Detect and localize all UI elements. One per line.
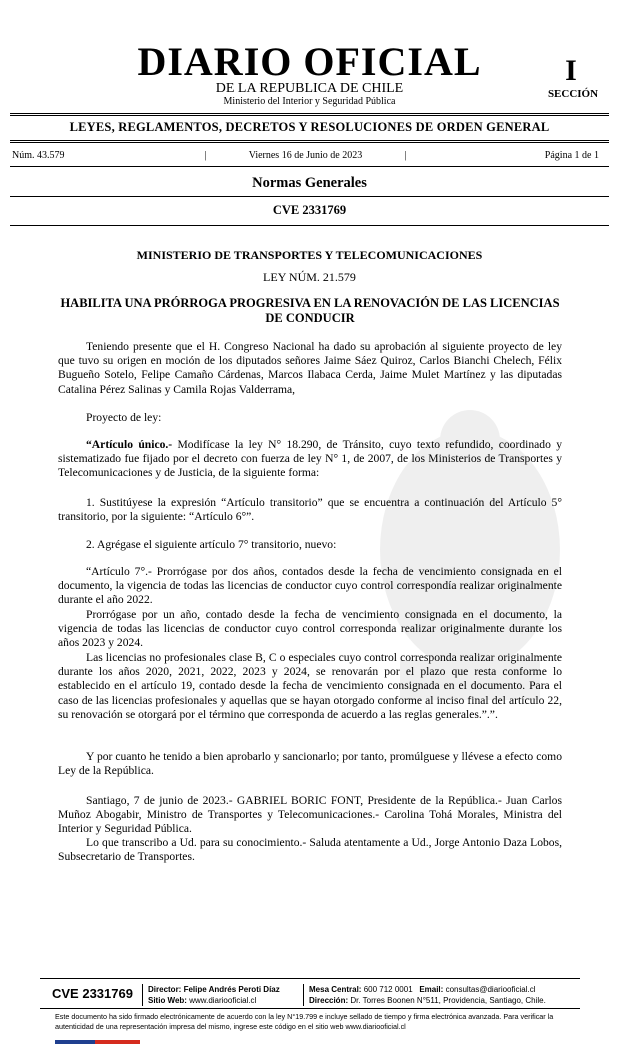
phone-number: 600 712 0001	[363, 985, 413, 994]
cve-code: CVE 2331769	[272, 203, 347, 217]
law-title: HABILITA UNA PRÓRROGA PROGRESIVA EN LA RENOVACIÓN DE LAS LICENCIAS DE CONDUCIR	[60, 296, 560, 325]
section-label: SECCIÓN	[547, 88, 599, 100]
signatures-paragraph: Santiago, 7 de junio de 2023.- GABRIEL BORIC FONT, Presidente de la República.- Juan Carlos Muñoz Abogabir, Ministro de Transportes y Telecomunicaciones.- Carolina Tohá Morales, Ministra del Interior y Seguridad Pública.	[58, 794, 562, 836]
amendment-2: 2. Agrégase el siguiente artículo 7° transitorio, nuevo:	[86, 538, 337, 551]
law-number: LEY NÚM. 21.579	[263, 270, 356, 284]
separator: |	[204, 150, 207, 161]
divider	[10, 196, 609, 197]
address-label: Dirección:	[309, 996, 349, 1005]
flag-stripe-blue	[55, 1040, 95, 1044]
section-number: I	[565, 54, 577, 87]
footer-contact-block	[309, 984, 571, 1006]
footer-divider	[40, 1008, 580, 1009]
director-name: Felipe Andrés Peroti Díaz	[183, 985, 280, 994]
newspaper-subtitle: DE LA REPUBLICA DE CHILE	[215, 81, 404, 96]
newspaper-title: DIARIO OFICIAL	[137, 39, 482, 84]
preamble-paragraph: Teniendo presente que el H. Congreso Nacional ha dado su aprobación al siguiente proyecto de ley que tuvo su origen en moción de los diputados señores Jaime Sáez Quiroz, Carlos Bianchi Chelech, Félix Bugueño Sotelo, Felipe Camaño Cárdenas, Marcos Ilabaca Cerda, Jaime Mulet Martínez y las diputadas Catalina Pérez Salinas y Camila Rojas Valderrama,	[58, 340, 562, 396]
footer-separator	[142, 984, 143, 1006]
amendment-1: 1. Sustitúyese la expresión “Artículo transitorio” que se encuentra a continuación del Artículo 5° transitorio, por la siguiente: “Artículo 6°”.	[58, 496, 562, 524]
divider	[10, 113, 609, 114]
divider	[10, 225, 609, 226]
phone-label: Mesa Central:	[309, 985, 362, 994]
article-heading: “Artículo único.-	[86, 438, 173, 451]
section-title: Normas Generales	[252, 175, 367, 191]
article-7-paragraph: Las licencias no profesionales clase B, C o especiales cuyo control corresponda realizar originalmente durante los años 2020, 2021, 2022, 2023 y 2024, se renovarán por el plazo que resta conforme lo establecido en el artículo 19, contado desde la fecha de vencimiento consignada en el documento. Para el caso de las licencias profesionales y aquellas que se hayan otorgado conforme al inciso final del artículo 22, su renovación se otorgará por el término que corresponda de acuerdo a las reglas generales.”.”.	[58, 651, 562, 721]
email-label: Email:	[419, 985, 444, 994]
issue-number: Núm. 43.579	[12, 150, 65, 161]
ministry-line: Ministerio del Interior y Seguridad Pública	[223, 96, 396, 107]
article-7-paragraph: “Artículo 7°.- Prorrógase por dos años, contados desde la fecha de vencimiento consignada en el documento, la vigencia de todas las licencias de conductor cuyo control correspondía realizar originalmente durante el año 2022.	[58, 565, 562, 607]
divider	[10, 166, 609, 167]
law-ministry: MINISTERIO DE TRANSPORTES Y TELECOMUNICACIONES	[136, 248, 483, 262]
article-7-paragraph: Prorrógase por un año, contado desde la fecha de vencimiento consignada en el documento, la vigencia de todas las licencias de conductor cuyo control corresponda realizar originalmente durante los años 2023 y 2024.	[58, 608, 562, 650]
divider	[10, 142, 609, 143]
authenticity-note: Este documento ha sido firmado electrónicamente de acuerdo con la ley N°19.799 e incluye sellado de tiempo y firma electrónica avanzada. Para verificar la autenticidad de una representación impresa del mismo, ingrese este código en el sitio web www.diariooficial.cl	[55, 1012, 554, 1031]
flag-stripe-red	[95, 1040, 140, 1044]
website-link[interactable]: www.diariooficial.cl	[189, 996, 257, 1005]
director-label: Director:	[148, 985, 182, 994]
closing-paragraph: Lo que transcribo a Ud. para su conocimiento.- Saluda atentamente a Ud., Jorge Antonio Daza Lobos, Subsecretario de Transportes.	[58, 836, 562, 864]
issue-date: Viernes 16 de Junio de 2023	[248, 150, 363, 161]
single-article-paragraph	[58, 438, 562, 481]
divider	[10, 115, 609, 116]
page-number: Página 1 de 1	[544, 150, 599, 161]
web-label: Sitio Web:	[148, 996, 187, 1005]
category-heading: LEYES, REGLAMENTOS, DECRETOS Y RESOLUCIONES DE ORDEN GENERAL	[69, 120, 550, 134]
footer-divider	[40, 978, 580, 979]
promulgation-paragraph: Y por cuanto he tenido a bien aprobarlo y sancionarlo; por tanto, promúlguese y llévese a efecto como Ley de la República.	[58, 750, 562, 778]
address: Dr. Torres Boonen N°511, Providencia, Santiago, Chile.	[350, 996, 546, 1005]
divider	[10, 140, 609, 141]
bill-label: Proyecto de ley:	[86, 411, 162, 424]
issue-info-bar	[12, 150, 599, 161]
footer-separator	[303, 984, 304, 1006]
email-link[interactable]: consultas@diariooficial.cl	[445, 985, 536, 994]
article-text: Modifícase la ley N° 18.290, de Tránsito, cuyo texto refundido, coordinado y sistematizado fue fijado por el decreto con fuerza de ley N° 1, de 2007, de los Ministerios de Transportes y Telecomunicaciones y de Justicia, de la siguiente forma:	[58, 438, 562, 480]
footer-cve: CVE 2331769	[52, 986, 133, 1001]
separator: |	[404, 150, 407, 161]
footer-director-block	[148, 984, 298, 1006]
